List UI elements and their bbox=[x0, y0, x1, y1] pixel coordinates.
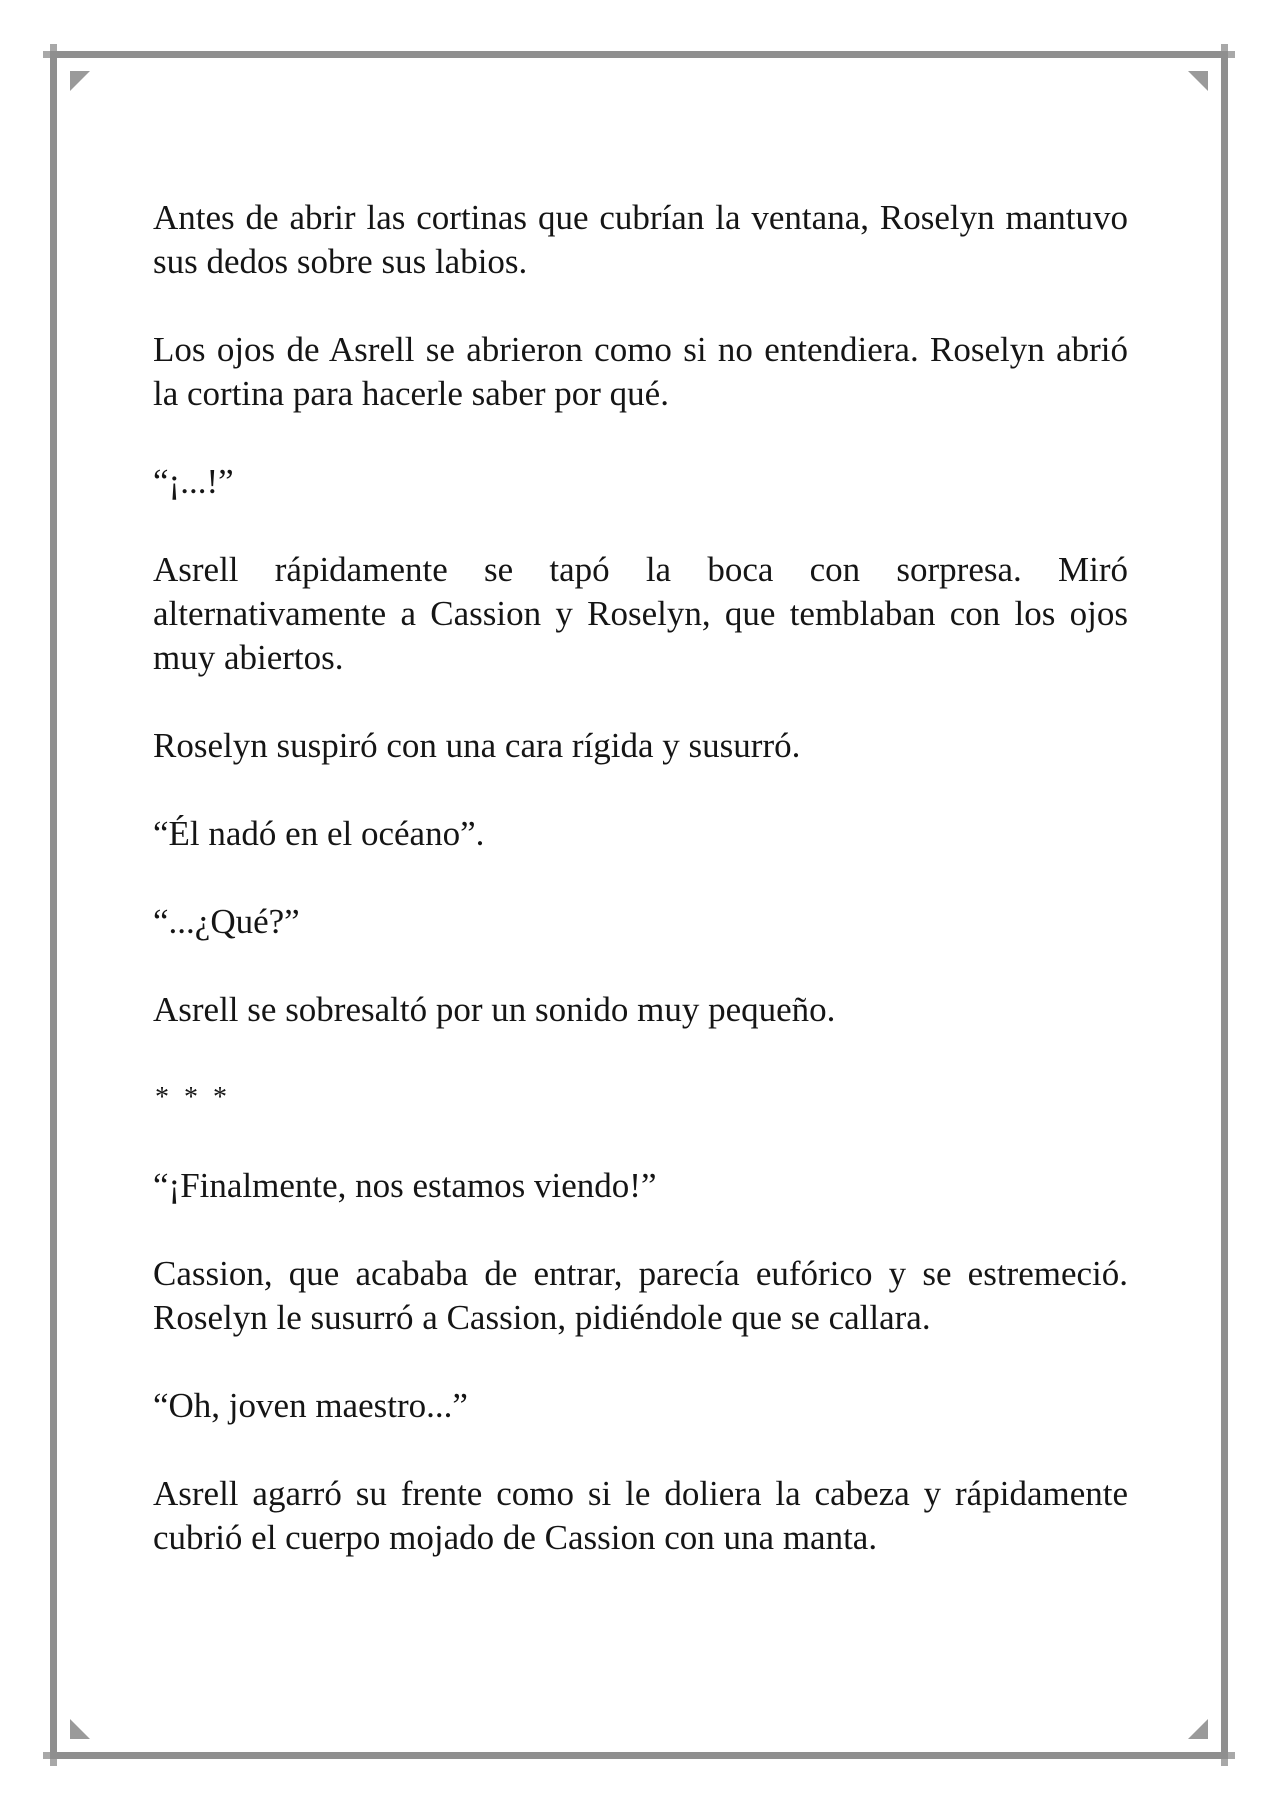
scene-break: * * * bbox=[155, 1082, 231, 1113]
corner-ornament-square bbox=[1228, 51, 1235, 58]
corner-ornament-square bbox=[43, 1752, 50, 1759]
dialogue-line: “...¿Qué?” bbox=[153, 902, 300, 941]
corner-triangle-top-left bbox=[70, 71, 90, 91]
corner-ornament-square bbox=[1228, 1752, 1235, 1759]
paragraph: Roselyn suspiró con una cara rígida y susurró. bbox=[153, 726, 801, 765]
corner-triangle-bottom-left bbox=[70, 1719, 90, 1739]
paragraph: Asrell se sobresaltó por un sonido muy pequeño. bbox=[153, 990, 836, 1029]
frame-top-border bbox=[50, 51, 1228, 58]
dialogue-line: “Oh, joven maestro...” bbox=[153, 1386, 468, 1425]
frame-right-border bbox=[1221, 51, 1228, 1759]
dialogue-line: “¡Finalmente, nos estamos viendo!” bbox=[153, 1166, 657, 1205]
page-text bbox=[153, 196, 1128, 1560]
corner-ornament-square bbox=[1221, 1759, 1228, 1766]
corner-ornament-square bbox=[50, 1759, 57, 1766]
paragraph: Antes de abrir las cortinas que cubrían la ventana, Roselyn mantuvo sus dedos sobre sus labios. bbox=[153, 198, 1128, 281]
frame-left-border bbox=[50, 51, 57, 1759]
corner-ornament-square bbox=[1221, 44, 1228, 51]
corner-triangle-bottom-right bbox=[1188, 1719, 1208, 1739]
corner-triangle-top-right bbox=[1188, 71, 1208, 91]
dialogue-line: “¡...!” bbox=[153, 462, 234, 501]
paragraph: Cassion, que acababa de entrar, parecía eufórico y se estremeció. Roselyn le susurró a Cassion, pidiéndole que se callara. bbox=[153, 1254, 1128, 1337]
corner-ornament-square bbox=[43, 51, 50, 58]
dialogue-line: “Él nadó en el océano”. bbox=[153, 814, 485, 853]
paragraph: Los ojos de Asrell se abrieron como si no entendiera. Roselyn abrió la cortina para hacerle saber por qué. bbox=[153, 330, 1128, 413]
frame-bottom-border bbox=[50, 1752, 1228, 1759]
paragraph: Asrell agarró su frente como si le doliera la cabeza y rápidamente cubrió el cuerpo mojado de Cassion con una manta. bbox=[153, 1474, 1128, 1557]
paragraph: Asrell rápidamente se tapó la boca con sorpresa. Miró alternativamente a Cassion y Roselyn, que temblaban con los ojos muy abiertos. bbox=[153, 550, 1128, 677]
corner-ornament-square bbox=[50, 44, 57, 51]
